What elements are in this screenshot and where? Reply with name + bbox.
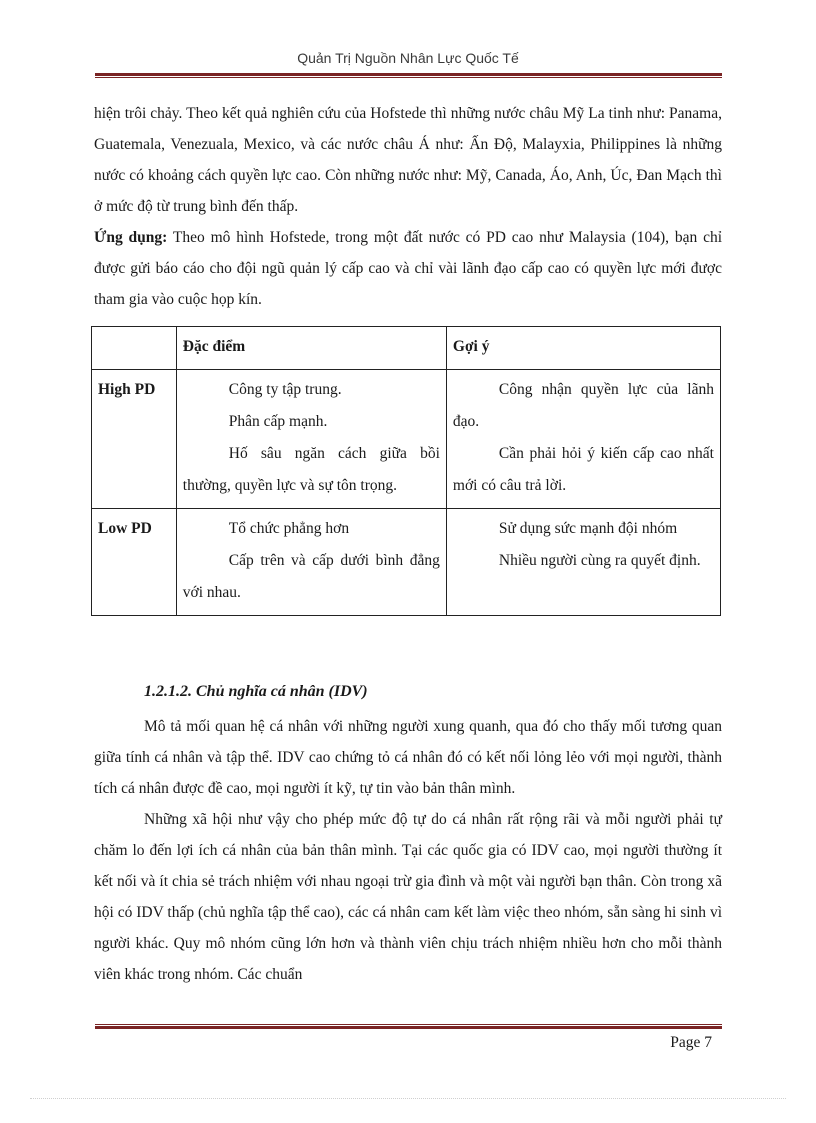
page-number: Page 7 xyxy=(670,1034,712,1051)
suggestions-cell xyxy=(446,509,720,616)
section-paragraph: Mô tả mối quan hệ cá nhân với những người xung quanh, qua đó cho thấy mối tương quan giữa tính cá nhân và tập thể. IDV cao chứng tỏ cá nhân đó có kết nối lỏng lẻo với mọi người, thành tích cá nhân được đề cao, mọi người ít kỹ, tự tin vào bản thân mình. xyxy=(94,718,722,797)
row-label: Low PD xyxy=(92,509,177,616)
application-text: Theo mô hình Hofstede, trong một đất nước có PD cao như Malaysia (104), bạn chỉ được gửi báo cáo cho đội ngũ quản lý cấp cao và chỉ vài lãnh đạo cấp cao có quyền lực mới được tham gia vào cuộc họp kín. xyxy=(94,229,722,308)
table-row-low-pd xyxy=(92,509,721,616)
table-header-cell xyxy=(92,327,177,370)
header-rule xyxy=(95,73,722,78)
intro-block xyxy=(94,98,722,315)
feature-item: Tổ chức phẳng hơn xyxy=(228,520,350,537)
row-label: High PD xyxy=(92,370,177,509)
feature-item: Hố sâu ngăn cách giữa bồi thường, quyền lực và sự tôn trọng. xyxy=(182,445,440,494)
suggestion-item: Cần phải hỏi ý kiến cấp cao nhất mới có câu trả lời. xyxy=(452,445,714,494)
power-distance-table xyxy=(91,326,721,616)
section-heading: 1.2.1.2. Chủ nghĩa cá nhân (IDV) xyxy=(144,683,368,700)
feature-item: Phân cấp mạnh. xyxy=(228,413,328,430)
suggestions-cell xyxy=(446,370,720,509)
suggestion-item: Sử dụng sức mạnh đội nhóm xyxy=(498,520,678,537)
table-header-suggestions: Gợi ý xyxy=(446,327,720,370)
table-header-row xyxy=(92,327,721,370)
table-row-high-pd xyxy=(92,370,721,509)
table-header-features: Đặc điểm xyxy=(176,327,446,370)
page-bottom-divider xyxy=(30,1098,786,1099)
application-label: Ứng dụng: xyxy=(94,229,168,246)
application-paragraph xyxy=(94,222,722,315)
feature-item: Cấp trên và cấp dưới bình đẳng với nhau. xyxy=(182,552,440,601)
footer-rule xyxy=(95,1024,722,1029)
suggestion-item: Nhiều người cùng ra quyết định. xyxy=(498,552,701,569)
feature-item: Công ty tập trung. xyxy=(228,381,342,398)
section-body xyxy=(94,711,722,990)
intro-paragraph: hiện trôi chảy. Theo kết quả nghiên cứu của Hofstede thì những nước châu Mỹ La tinh như: Panama, Guatemala, Venezuala, Mexico, và các nước châu Á như: Ấn Độ, Malayxia, Philippines là những nước có khoảng cách quyền lực cao. Còn những nước như: Mỹ, Canada, Áo, Anh, Úc, Đan Mạch thì ở mức độ từ trung bình đến thấp. xyxy=(94,105,722,215)
section-paragraph: Những xã hội như vậy cho phép mức độ tự do cá nhân rất rộng rãi và mỗi người phải tự chăm lo đến lợi ích cá nhân của bản thân mình. Tại các quốc gia có IDV cao, mọi người thường ít kết nối và ít chia sẻ trách nhiệm với nhau ngoại trừ gia đình và một vài người bạn thân. Còn trong xã hội có IDV thấp (chủ nghĩa tập thể cao), các cá nhân cam kết làm việc theo nhóm, sẵn sàng hi sinh vì người khác. Quy mô nhóm cũng lớn hơn và thành viên chịu trách nhiệm nhiều hơn cho mỗi thành viên khác trong nhóm. Các chuẩn xyxy=(94,811,722,983)
features-cell xyxy=(176,370,446,509)
header-title: Quản Trị Nguồn Nhân Lực Quốc Tế xyxy=(297,50,519,66)
suggestion-item: Công nhận quyền lực của lãnh đạo. xyxy=(452,381,714,430)
features-cell xyxy=(176,509,446,616)
